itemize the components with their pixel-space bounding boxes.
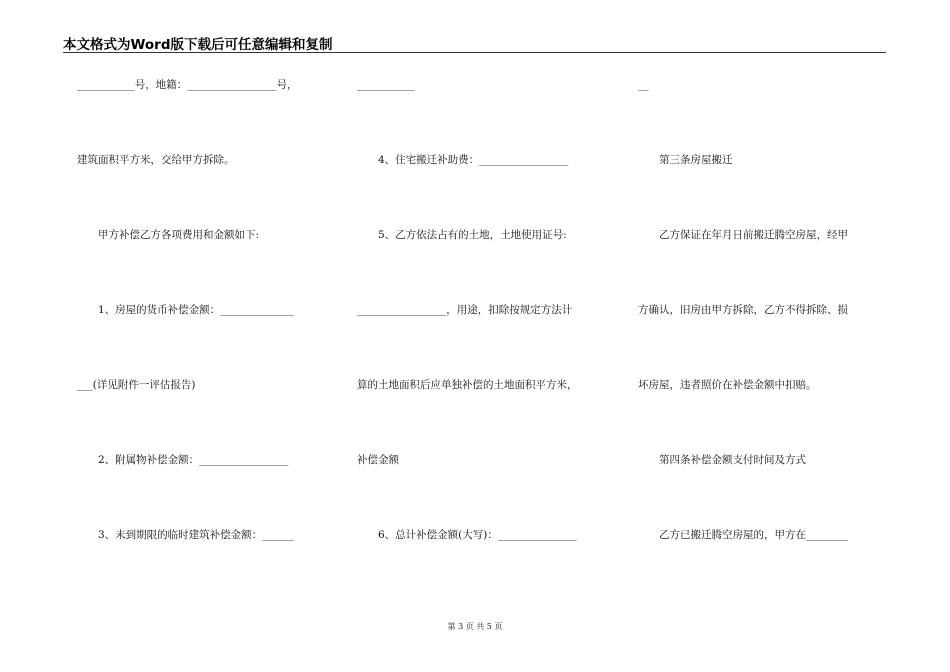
col3-line-4: 方确认，旧房由甲方拆除，乙方不得拆除、损: [638, 304, 848, 316]
col3-line-5: 坏房屋，违者照价在补偿金额中扣赔。: [638, 379, 817, 391]
col2-line-7: 6、总计补偿金额(大写)：_______________: [357, 529, 577, 541]
col1-line-4: 1、房屋的货币补偿金额：______________: [77, 304, 294, 316]
col1-line-7: 3、未到期限的临时建筑补偿金额：______: [77, 529, 294, 541]
col3-line-1: __: [638, 79, 649, 91]
column-1: [77, 0, 337, 672]
col2-line-6: 补偿金额: [357, 454, 399, 466]
col3-line-2: 第三条房屋搬迁: [638, 154, 733, 166]
col2-line-4: _________________，用途，扣除按规定方法计: [357, 304, 573, 316]
column-2: [357, 0, 617, 672]
page-footer: 第 3 页 共 5 页: [447, 622, 503, 631]
col1-line-3: 甲方补偿乙方各项费用和金额如下:: [77, 229, 260, 241]
col3-line-7: 乙方已搬迁腾空房屋的，甲方在________: [638, 529, 848, 541]
col2-line-2: 4、住宅搬迁补助费：_________________: [357, 154, 569, 166]
col1-line-5: ___(详见附件一评估报告): [77, 379, 196, 391]
col1-line-6: 2、附属物补偿金额：_________________: [77, 454, 289, 466]
col1-line-1: ___________号，地籍：_________________号，: [77, 79, 298, 91]
col1-line-2: 建筑面积平方米，交给甲方拆除。: [77, 154, 235, 166]
col3-line-6: 第四条补偿金额支付时间及方式: [638, 454, 806, 466]
col2-line-5: 算的土地面积后应单独补偿的土地面积平方米，: [357, 379, 578, 391]
col2-line-3: 5、乙方依法占有的土地，土地使用证号:: [357, 229, 567, 241]
col2-line-1: ___________: [357, 79, 415, 91]
page-header: 本文格式为Word版下载后可任意编辑和复制: [63, 37, 333, 53]
column-3: [638, 0, 888, 672]
col3-line-3: 乙方保证在年月日前搬迁腾空房屋，经甲: [638, 229, 848, 241]
